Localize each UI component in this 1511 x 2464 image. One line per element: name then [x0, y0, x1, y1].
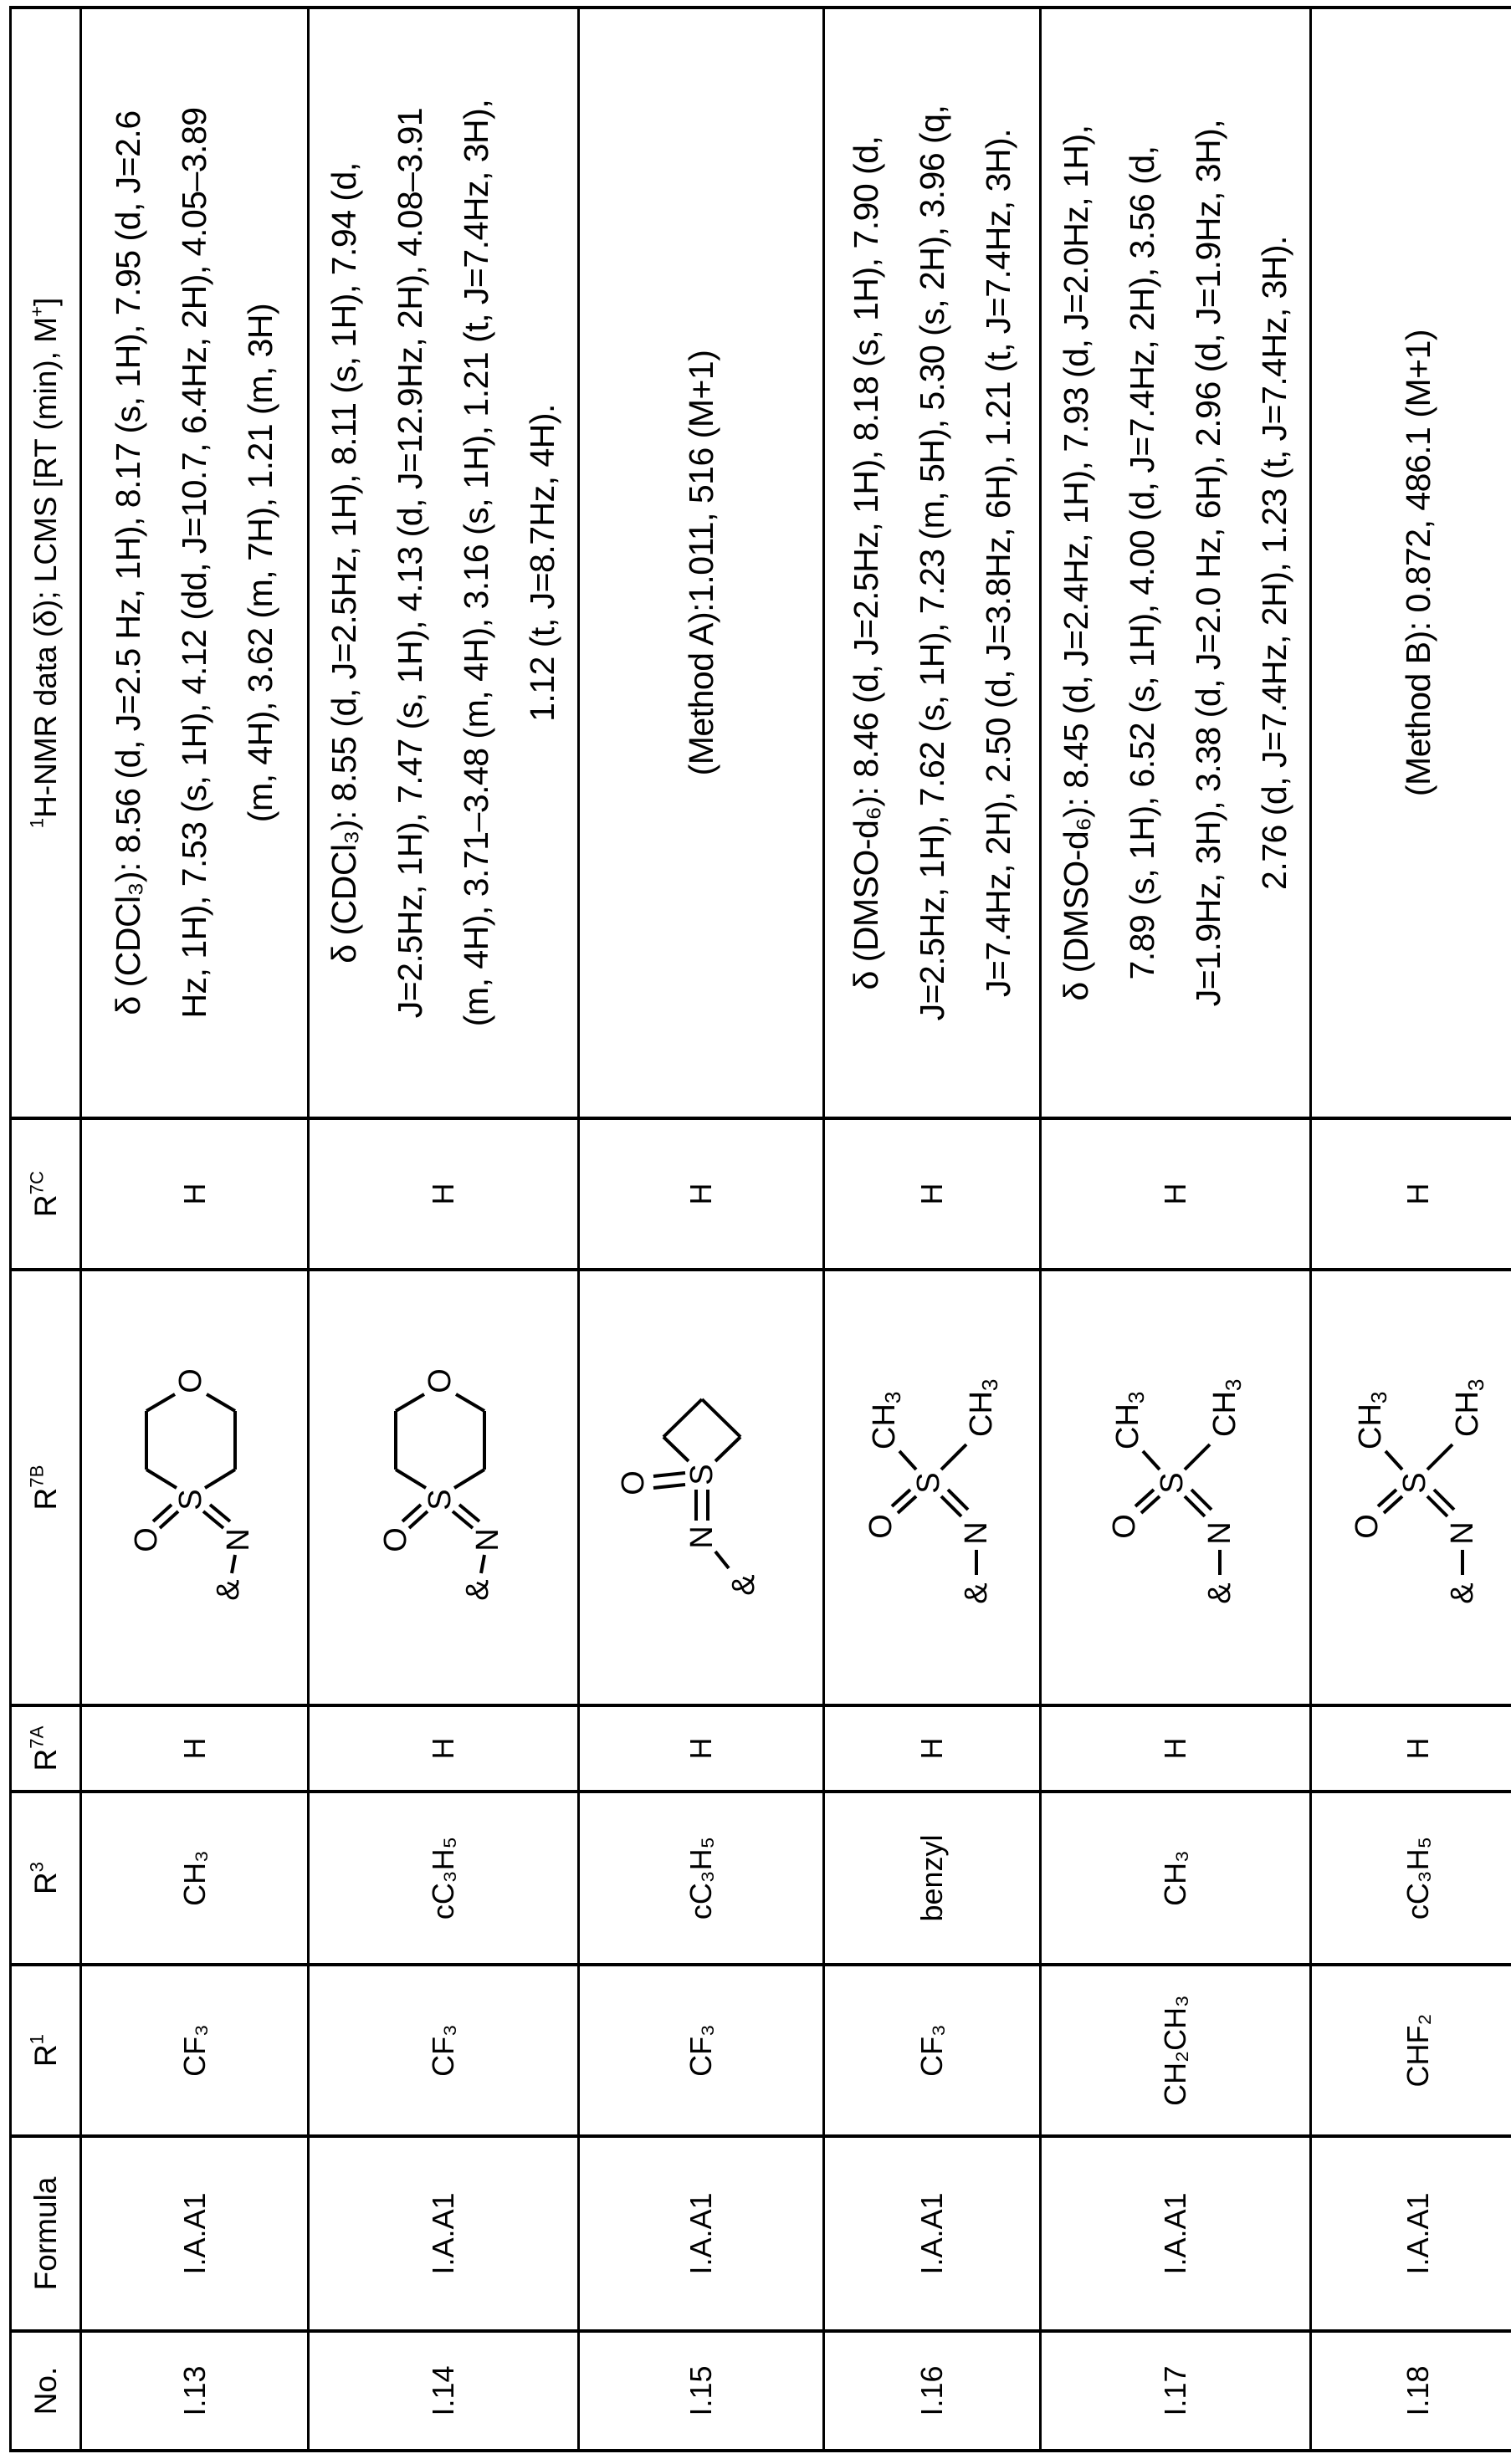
nmr-line: J=2.5Hz, 1H), 7.47 (s, 1H), 4.13 (d, J=12.9Hz, 2H), 4.08–3.91 — [377, 9, 443, 1117]
cell-r7c: H — [309, 1118, 579, 1270]
bond-line — [941, 1445, 966, 1470]
header-r3-sup: 3 — [26, 1862, 47, 1872]
dimethyl-sulfoximine-structure — [1076, 1358, 1268, 1618]
cell-nmr — [309, 8, 579, 1118]
header-r7b-base: R — [28, 1488, 63, 1511]
oxo-atom: O — [1107, 1515, 1142, 1540]
cell-nmr — [81, 8, 309, 1118]
cell-r7a: H — [309, 1705, 579, 1792]
header-r7c-sup: 7C — [26, 1171, 47, 1194]
cell-r7a: H — [579, 1705, 824, 1792]
thietane-sulfoximine-structure — [602, 1358, 794, 1618]
cell-no: I.13 — [81, 2331, 309, 2451]
header-r1 — [11, 1965, 81, 2136]
header-r7a — [11, 1705, 81, 1792]
bond-line — [396, 1395, 424, 1412]
bond-line — [702, 1400, 740, 1438]
nmr-line: 7.89 (s, 1H), 6.52 (s, 1H), 4.00 (d, J=7.4Hz, 2H), 3.56 (d, — [1109, 9, 1176, 1117]
header-r3-base: R — [28, 1872, 63, 1894]
methyl-group: CH3 — [1207, 1379, 1246, 1437]
cell-r7a: H — [824, 1705, 1041, 1792]
nitrogen-atom: N — [221, 1529, 256, 1552]
compound-table — [9, 6, 1511, 2452]
nmr-line: J=1.9Hz, 3H), 3.38 (d, J=2.0 Hz, 6H), 2.96 (d, J=1.9Hz, 3H), — [1176, 9, 1242, 1117]
cell-nmr — [579, 8, 824, 1118]
methyl-group: CH3 — [867, 1392, 905, 1449]
dimethyl-sulfoximine-structure — [1319, 1358, 1511, 1618]
nitrogen-atom: N — [684, 1526, 720, 1549]
ring-oxygen-atom: O — [423, 1369, 458, 1394]
bond-line — [1185, 1445, 1210, 1470]
cell-r1: CF₃ — [579, 1965, 824, 2136]
cell-no: I.18 — [1311, 2331, 1511, 2451]
attachment-point: & — [1445, 1583, 1480, 1604]
oxathiane-sulfoximine-structure — [95, 1358, 287, 1618]
dimethyl-sulfoximine-structure — [832, 1358, 1025, 1618]
attachment-point: & — [460, 1580, 495, 1601]
header-nmr-sup1: 1 — [26, 818, 47, 828]
nitrogen-atom: N — [1202, 1522, 1237, 1545]
table-row — [1041, 8, 1311, 2451]
header-nmr-end: ] — [28, 298, 63, 306]
header-nmr-sup2: + — [26, 306, 47, 317]
cell-r7c: H — [81, 1118, 309, 1270]
header-no: No. — [11, 2331, 81, 2451]
sulfur-atom: S — [173, 1490, 208, 1511]
header-formula: Formula — [11, 2136, 81, 2331]
cell-formula: I.A.A1 — [579, 2136, 824, 2331]
cell-r3: cC₃H₅ — [579, 1792, 824, 1965]
header-r3 — [11, 1792, 81, 1965]
cell-r3: cC₃H₅ — [309, 1792, 579, 1965]
bond-line — [146, 1470, 177, 1489]
cell-r7b — [824, 1270, 1041, 1705]
cell-nmr — [1311, 8, 1511, 1118]
attachment-point: & — [726, 1575, 761, 1596]
sulfur-atom: S — [911, 1473, 946, 1494]
nmr-line: J=2.5Hz, 1H), 7.62 (s, 1H), 7.23 (m, 5H), 5.30 (s, 2H), 3.96 (q, — [899, 9, 966, 1117]
cell-r7b — [1041, 1270, 1311, 1705]
bond-line — [205, 1470, 235, 1489]
methyl-group: CH3 — [1353, 1392, 1391, 1449]
cell-r7c: H — [579, 1118, 824, 1270]
cell-r1: CF₃ — [309, 1965, 579, 2136]
oxo-atom: O — [1350, 1515, 1385, 1540]
bond-line — [396, 1470, 426, 1489]
cell-r1: CF₃ — [81, 1965, 309, 2136]
header-r1-sup: 1 — [26, 2034, 47, 2044]
cell-r3: CH₃ — [1041, 1792, 1311, 1965]
table-row — [309, 8, 579, 2451]
sulfur-atom: S — [684, 1465, 720, 1485]
nmr-line: (m, 4H), 3.71–3.48 (m, 4H), 3.16 (s, 1H), 1.21 (t, J=7.4Hz, 3H), — [443, 9, 510, 1117]
sulfur-atom: S — [1155, 1473, 1190, 1494]
cell-r7b — [579, 1270, 824, 1705]
header-r7c-base: R — [28, 1194, 63, 1217]
header-r7a-base: R — [28, 1749, 63, 1771]
bond-line — [146, 1395, 175, 1412]
cell-formula: I.A.A1 — [81, 2136, 309, 2331]
attachment-point: & — [211, 1580, 246, 1601]
nmr-line: δ (DMSO-d₆): 8.45 (d, J=2.4Hz, 1H), 7.93 (d, J=2.0Hz, 1H), — [1043, 9, 1109, 1117]
nmr-line: δ (DMSO-d₆): 8.46 (d, J=2.5Hz, 1H), 8.18 (s, 1H), 7.90 (d, — [833, 9, 899, 1117]
cell-r7b — [1311, 1270, 1511, 1705]
header-nmr — [11, 8, 81, 1118]
oxo-atom: O — [378, 1528, 413, 1553]
cell-r7a: H — [1041, 1705, 1311, 1792]
nitrogen-atom: N — [959, 1522, 994, 1545]
cell-nmr — [1041, 8, 1311, 1118]
cell-formula: I.A.A1 — [309, 2136, 579, 2331]
cell-r7c: H — [1041, 1118, 1311, 1270]
bond-line — [663, 1400, 702, 1438]
bond-line — [1427, 1445, 1452, 1470]
header-r7b-sup: 7B — [26, 1465, 47, 1488]
header-nmr-text: H-NMR data (δ); LCMS [RT (min), M — [28, 317, 63, 818]
bond-line — [653, 1485, 685, 1489]
nmr-line: (m, 4H), 3.62 (m, 7H), 1.21 (m, 3H) — [228, 9, 294, 1117]
cell-no: I.14 — [309, 2331, 579, 2451]
header-r1-base: R — [28, 2044, 63, 2067]
header-r7c — [11, 1118, 81, 1270]
bond-line — [1386, 1452, 1402, 1470]
oxo-atom: O — [863, 1515, 899, 1540]
bond-line — [454, 1470, 484, 1489]
header-row — [11, 8, 81, 2451]
ring-oxygen-atom: O — [173, 1369, 208, 1394]
bond-line — [663, 1438, 689, 1462]
nmr-line: (Method A):1.011, 516 (M+1) — [668, 9, 735, 1117]
sulfur-atom: S — [423, 1490, 458, 1511]
bond-line — [899, 1452, 916, 1470]
rotated-page — [0, 0, 1511, 2464]
cell-r3: benzyl — [824, 1792, 1041, 1965]
nitrogen-atom: N — [470, 1529, 505, 1552]
bond-line — [715, 1438, 740, 1462]
oxo-atom: O — [616, 1471, 651, 1496]
bond-line — [653, 1474, 685, 1477]
cell-r1: CH₂CH₃ — [1041, 1965, 1311, 2136]
cell-formula: I.A.A1 — [824, 2136, 1041, 2331]
oxathiane-sulfoximine-structure — [344, 1358, 536, 1618]
methyl-group: CH3 — [1450, 1379, 1488, 1437]
nmr-line: 2.76 (d, J=7.4Hz, 2H), 1.23 (t, J=7.4Hz, 3H). — [1242, 9, 1308, 1117]
table-row — [81, 8, 309, 2451]
cell-r7b — [81, 1270, 309, 1705]
nmr-line: J=7.4Hz, 2H), 2.50 (d, J=3.8Hz, 6H), 1.21 (t, J=7.4Hz, 3H). — [966, 9, 1032, 1117]
bond-line — [715, 1552, 729, 1569]
cell-r7c: H — [824, 1118, 1041, 1270]
cell-r7a: H — [1311, 1705, 1511, 1792]
nmr-line: (Method B): 0.872, 486.1 (M+1) — [1386, 9, 1452, 1117]
table-row — [824, 8, 1041, 2451]
header-r7a-sup: 7A — [26, 1726, 47, 1749]
cell-r7b — [309, 1270, 579, 1705]
table-row — [1311, 8, 1511, 2451]
cell-r1: CF₃ — [824, 1965, 1041, 2136]
bond-line — [481, 1556, 484, 1574]
nmr-line: δ (CDCl₃): 8.56 (d, J=2.5 Hz, 1H), 8.17 (s, 1H), 7.95 (d, J=2.6 — [95, 9, 161, 1117]
nmr-line: Hz, 1H), 7.53 (s, 1H), 4.12 (dd, J=10.7, 6.4Hz, 2H), 4.05–3.89 — [161, 9, 228, 1117]
bond-line — [232, 1556, 235, 1574]
cell-formula: I.A.A1 — [1041, 2136, 1311, 2331]
cell-r7c: H — [1311, 1118, 1511, 1270]
cell-formula: I.A.A1 — [1311, 2136, 1511, 2331]
attachment-point: & — [959, 1583, 994, 1604]
sulfur-atom: S — [1397, 1473, 1432, 1494]
methyl-group: CH3 — [964, 1379, 1002, 1437]
cell-r1: CHF₂ — [1311, 1965, 1511, 2136]
nmr-line: 1.12 (t, J=8.7Hz, 4H). — [510, 9, 576, 1117]
methyl-group: CH3 — [1110, 1392, 1149, 1449]
attachment-point: & — [1202, 1583, 1237, 1604]
bond-line — [1143, 1452, 1160, 1470]
nmr-line: δ (CDCl₃): 8.55 (d, J=2.5Hz, 1H), 8.11 (s, 1H), 7.94 (d, — [311, 9, 377, 1117]
cell-no: I.15 — [579, 2331, 824, 2451]
cell-no: I.16 — [824, 2331, 1041, 2451]
table-row — [579, 8, 824, 2451]
cell-r7a: H — [81, 1705, 309, 1792]
nitrogen-atom: N — [1445, 1522, 1480, 1545]
bond-line — [456, 1395, 484, 1412]
header-r7b — [11, 1270, 81, 1705]
cell-r3: CH₃ — [81, 1792, 309, 1965]
oxo-atom: O — [129, 1528, 164, 1553]
bond-line — [207, 1395, 235, 1412]
cell-r3: cC₃H₅ — [1311, 1792, 1511, 1965]
cell-nmr — [824, 8, 1041, 1118]
cell-no: I.17 — [1041, 2331, 1311, 2451]
